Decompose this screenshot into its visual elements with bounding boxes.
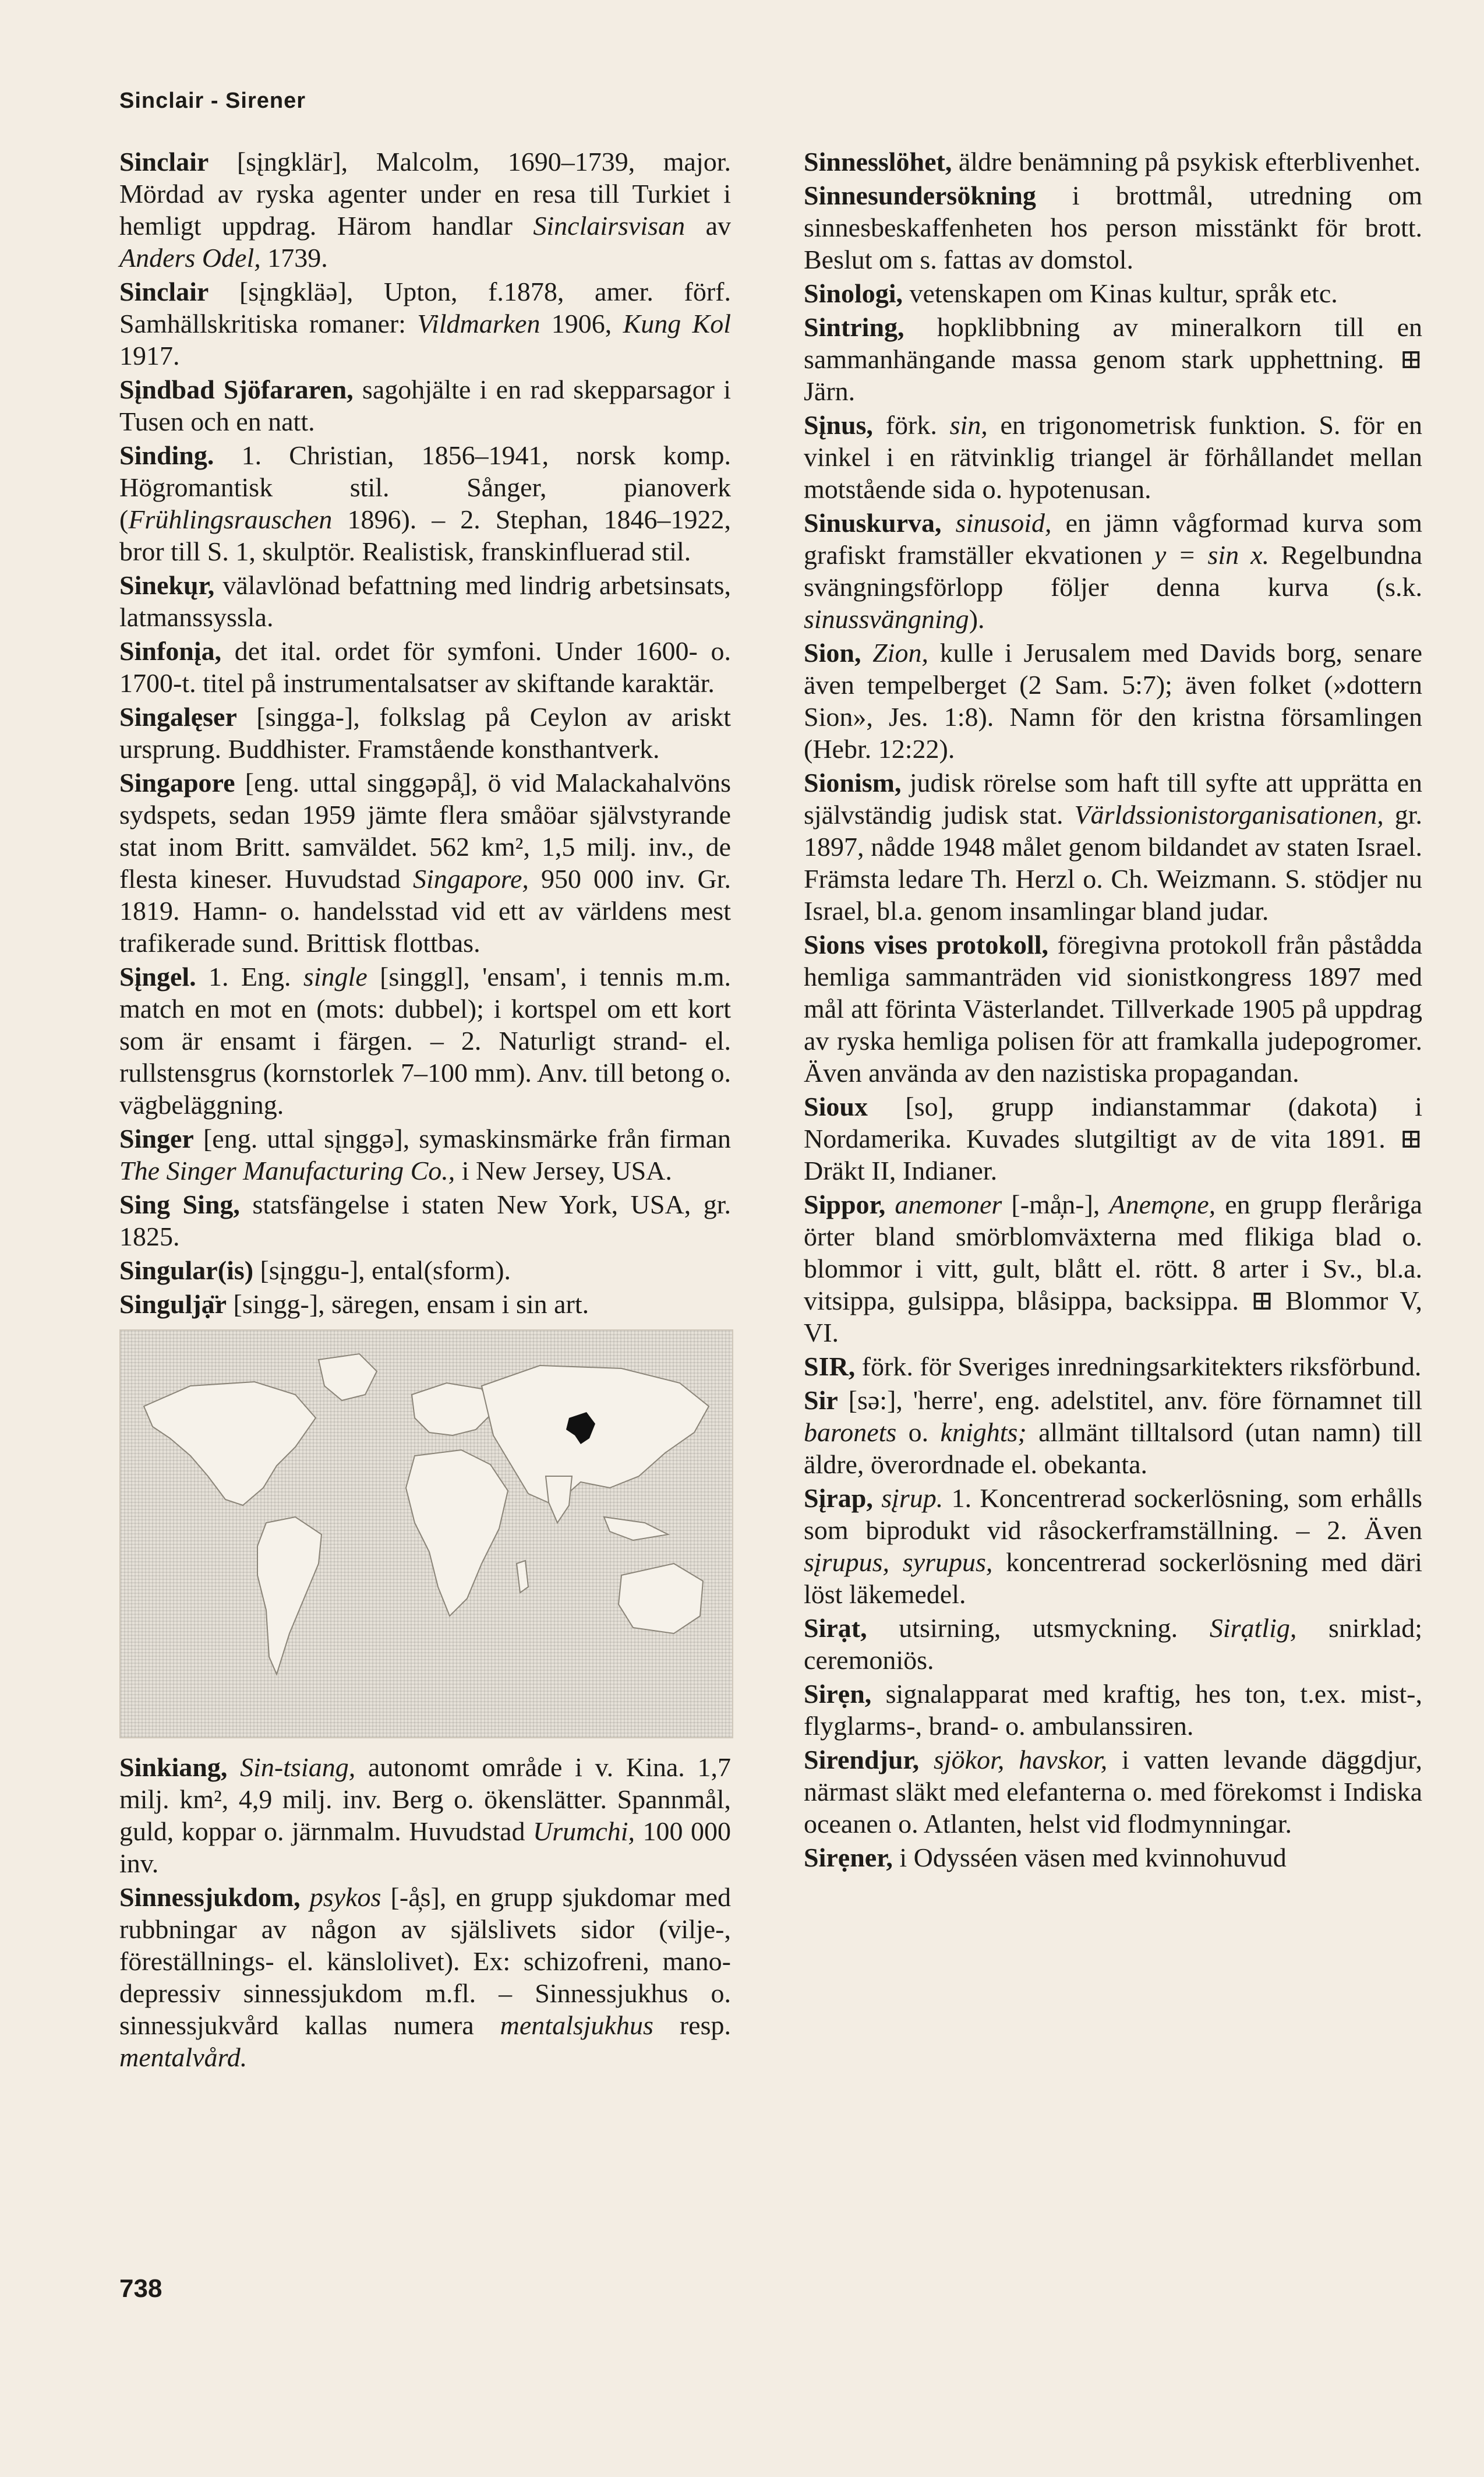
entry-body-text: [sįngkläə], Upton, f.1878, amer. förf. Samhällskritiska romaner: <box>119 277 731 338</box>
entry-italic-text: Anders Odel, <box>119 243 261 273</box>
entry-headword: Sirẹner, <box>804 1843 893 1872</box>
entry-body-text: resp. <box>653 2010 731 2040</box>
dictionary-entry <box>119 1881 731 2073</box>
entry-body-text: äldre benämning på psykisk efterblivenhet. <box>958 147 1421 177</box>
entry-italic-text: sįrup. <box>881 1483 944 1513</box>
dictionary-entry <box>119 373 731 437</box>
entry-italic-text: Anemǫne, <box>1109 1190 1216 1219</box>
entry-italic-text: sinusoid, <box>955 508 1052 538</box>
entry-headword: Sionism, <box>804 768 902 798</box>
entry-headword: Sinclair <box>119 277 209 306</box>
entry-italic-text: baronets <box>804 1417 897 1447</box>
dictionary-entry <box>804 277 1422 309</box>
dictionary-entry <box>804 146 1422 178</box>
entry-headword: Sįrap, <box>804 1483 873 1513</box>
dictionary-entry <box>804 637 1422 765</box>
dictionary-entry <box>119 1188 731 1252</box>
entry-body-text: [singga-], folkslag på Ceylon av ariskt ursprung. Buddhister. Framstående konsthantverk. <box>119 702 731 764</box>
entry-body-text: [eng. uttal sįnggə], symaskinsmärke från firman <box>203 1124 731 1153</box>
dictionary-entry <box>804 1188 1422 1349</box>
madagascar-shape <box>517 1561 528 1593</box>
entry-body-text: i brottmål, utredning om sinnesbeskaffenheten hos person misstänkt för brott. Beslut om s. fattas av domstol. <box>804 181 1423 274</box>
entry-headword: Singer <box>119 1124 194 1153</box>
entry-italic-text: Sinclairsvisan <box>533 211 686 241</box>
entry-italic-text: Sirạtlig, <box>1209 1613 1297 1643</box>
dictionary-entry <box>119 1751 731 1879</box>
entry-italic-text: Kung Kol <box>623 309 731 338</box>
dictionary-entry <box>119 701 731 765</box>
entry-body-text: [singg-], säregen, ensam i sin art. <box>233 1289 589 1319</box>
entry-headword: Sinkiang, <box>119 1752 228 1782</box>
entry-headword: Sįnus, <box>804 410 873 440</box>
entry-body-text: ). <box>969 604 985 634</box>
entry-headword: Sinnesundersökning <box>804 181 1036 210</box>
entry-italic-text: Zion, <box>872 638 928 668</box>
entry-body-text: autonomt område i v. Kina. 1,7 milj. km², 4,9 milj. inv. Berg o. ökenslätter. Spannmål, guld, koppar o. järnmalm. Huvudstad <box>119 1752 731 1846</box>
entry-italic-text: psykos <box>309 1882 381 1912</box>
entry-italic-text: Vildmarken <box>417 309 540 338</box>
entry-body-text: 1917. <box>119 341 180 371</box>
dictionary-entry <box>119 1254 731 1286</box>
entry-body-text: i vatten levande däggdjur, närmast släkt med elefanterna o. med förekomst i Indiska oceanen o. Atlanten, helst vid flodmynningar. <box>804 1745 1422 1839</box>
dictionary-entry <box>804 1350 1422 1382</box>
entry-body-text: [-å̦s], en grupp sjukdomar med rubbningar av någon av själslivets sidor (vilje-, föreställnings- el. känslolivet). Ex: schizofreni, mano-depressiv sinnessjukdom m.fl. – Sinnessjukhus o. sinnessjukvård kallas numera <box>119 1882 732 2040</box>
entry-italic-text: The Singer Manufacturing Co., <box>119 1156 455 1185</box>
asia-shape <box>482 1365 709 1505</box>
entry-body-text: 1896). – 2. Stephan, 1846–1922, bror till S. 1, skulptör. Realistisk, franskinfluerad stil. <box>119 504 731 566</box>
entry-body-text: en grupp fleråriga örter bland smörblomväxterna med flikiga blad o. blommor i vitt, gult, blått el. rött. 8 arter i Sv., bl.a. vitsippa, gulsippa, blåsippa, backsippa. ⊞ Blommor V, VI. <box>804 1190 1422 1347</box>
entry-body-text: förk. <box>885 410 950 440</box>
dictionary-entry <box>804 311 1422 407</box>
entry-body-text: allmänt tilltalsord (utan namn) till äldre, överordnade el. obekanta. <box>804 1417 1422 1479</box>
dictionary-entry <box>804 929 1422 1089</box>
entry-body-text: hopklibbning av mineralkorn till en sammanhängande massa genom stark upphettning. ⊞ Järn. <box>804 312 1423 406</box>
entry-body-text: [sə:], 'herre', eng. adelstitel, anv. före förnamnet till <box>848 1385 1423 1415</box>
dictionary-entry <box>119 767 731 959</box>
entry-body-text: förk. för Sveriges inredningsarkitekters riksförbund. <box>861 1352 1422 1381</box>
greenland-shape <box>319 1354 377 1400</box>
entry-headword: Singular(is) <box>119 1255 254 1285</box>
entry-body-text: föregivna protokoll från påstådda hemliga sammanträden vid sionistkongress 1897 med mål att förinta Västerlandet. Tillverkade 1905 på uppdrag av ryska hemliga polisen för att framkalla judepogromer. Även använda av den nazistiska propagandan. <box>804 930 1422 1088</box>
entry-italic-text: Urumchi, <box>533 1816 635 1846</box>
entry-body-text: 950 000 inv. Gr. 1819. Hamn- o. handelsstad vid ett av världens mest trafikerade sund. Brittisk flottbas. <box>119 864 732 958</box>
dictionary-entry <box>804 1091 1422 1187</box>
north-america-shape <box>144 1382 316 1505</box>
dictionary-entry <box>804 1841 1422 1873</box>
entry-headword: Sirendjur, <box>804 1745 920 1774</box>
entry-headword: Sioux <box>804 1092 868 1121</box>
entry-italic-text: sjökor, havskor, <box>933 1745 1108 1774</box>
entry-body-text: [-må̦n-], <box>1002 1190 1110 1219</box>
entry-body-text: det ital. ordet för symfoni. Under 1600- o. 1700-t. titel på instrumentalsatser av skiftande karaktär. <box>119 636 731 698</box>
entry-headword: Sintring, <box>804 312 904 342</box>
entry-headword: Sįndbad Sjöfararen, <box>119 375 354 404</box>
entry-body-text: [sįnggu-], ental(sform). <box>260 1255 511 1285</box>
africa-shape <box>406 1450 508 1616</box>
entry-italic-text: Sin-tsiang, <box>240 1752 356 1782</box>
entry-body-text: i New Jersey, USA. <box>455 1156 672 1185</box>
dictionary-entry <box>804 179 1422 276</box>
dictionary-entry <box>119 439 731 567</box>
entry-body-text: 100 000 inv. <box>119 1816 732 1878</box>
entry-body-text: kulle i Jerusalem med Davids borg, senare även tempelberget (2 Sam. 5:7); även folket (»dottern Sion», Jes. 1:8). Namn för den kristna församlingen (Hebr. 12:22). <box>804 638 1422 764</box>
entry-headword: Sing Sing, <box>119 1190 240 1219</box>
entry-body-text: snirklad; ceremoniös. <box>804 1613 1422 1675</box>
entry-italic-text: mentalvård. <box>119 2042 248 2072</box>
dictionary-entry <box>804 1744 1422 1840</box>
entry-headword: Sir <box>804 1385 838 1415</box>
europe-shape <box>412 1383 493 1435</box>
entry-body-text: en trigonometrisk funktion. S. för en vinkel i en rätvinklig triangel är förhållandet mellan motstående sida o. hypotenusan. <box>804 410 1423 504</box>
entry-body-text: judisk rörelse som haft till syfte att upprätta en självständig judisk stat. <box>804 768 1422 830</box>
entry-headword: Sinnessjukdom, <box>119 1882 301 1912</box>
entry-body-text: 1. Eng. <box>209 962 303 991</box>
entry-body-text: i Odysséen väsen med kvinnohuvud <box>899 1843 1287 1872</box>
entry-body-text: 1. Christian, 1856–1941, norsk komp. Högromantisk stil. Sånger, pianoverk ( <box>119 440 731 534</box>
entry-italic-text: single <box>303 962 368 991</box>
entry-italic-text: Singapore, <box>412 864 529 894</box>
dictionary-entry <box>804 1384 1422 1480</box>
entry-headword: Sinekųr, <box>119 570 215 600</box>
dictionary-entry <box>804 409 1422 505</box>
entry-body-text: en jämn vågformad kurva som grafiskt framställer ekvationen <box>804 508 1423 570</box>
entry-body-text: [eng. uttal singgəpå̦], ö vid Malackahalvöns sydspets, sedan 1959 jämte flera småöar självstyrande stat inom Britt. samväldet. 562 km², 1,5 milj. inv., de flesta kineser. Huvudstad <box>119 768 732 894</box>
australia-shape <box>619 1564 703 1633</box>
dictionary-entry <box>119 569 731 633</box>
entry-headword: Sinnesslöhet, <box>804 147 952 177</box>
entry-body-text: signalapparat med kraftig, hes ton, t.ex. mist-, flyglarms-, brand- o. ambulanssiren. <box>804 1679 1423 1741</box>
dictionary-entry <box>804 767 1422 927</box>
entry-body-text: sagohjälte i en rad skepparsagor i Tusen och en natt. <box>119 375 732 436</box>
entry-italic-text: sin, <box>949 410 988 440</box>
entry-body-text: [sįngklär], Malcolm, 1690–1739, major. Mördad av ryska agenter under en resa till Turkiet i hemligt uppdrag. Härom handlar <box>119 147 731 241</box>
entry-italic-text: knights; <box>940 1417 1027 1447</box>
entry-italic-text: sįrupus, syrupus, <box>804 1547 993 1577</box>
entry-headword: Sirạt, <box>804 1613 867 1643</box>
dictionary-entry <box>119 1123 731 1187</box>
dictionary-entry <box>804 1612 1422 1676</box>
entry-body-text: o. <box>896 1417 941 1447</box>
entry-headword: Sinclair <box>119 147 209 177</box>
entry-italic-text: y = sin x. <box>1154 540 1270 570</box>
dictionary-entry <box>804 1482 1422 1610</box>
entry-italic-text: anemoner <box>895 1190 1002 1219</box>
left-column <box>119 146 731 2075</box>
entry-body-text: vetenskapen om Kinas kultur, språk etc. <box>909 278 1338 308</box>
entry-italic-text: mentalsjukhus <box>500 2010 653 2040</box>
dictionary-entry <box>119 1288 731 1320</box>
entry-body-text: välavlönad befattning med lindrig arbetsinsats, latmanssyssla. <box>119 570 732 632</box>
entry-body-text: [so], grupp indianstammar (dakota) i Nordamerika. Kuvades slutgiltigt av de vita 1891. ⊞ Dräkt II, Indianer. <box>804 1092 1423 1185</box>
south-america-shape <box>257 1517 321 1674</box>
running-head: Sinclair - Sirener <box>119 89 306 113</box>
dictionary-entry <box>119 635 731 699</box>
entry-body-text: 1739. <box>260 243 328 273</box>
entry-body-text: gr. 1897, nådde 1948 målet genom bildandet av staten Israel. Främsta ledare Th. Herzl o. Ch. Weizmann. S. stödjer nu Israel, bl.a. genom insamlingar bland judar. <box>804 800 1422 926</box>
dictionary-entry <box>804 507 1422 635</box>
entry-headword: Singalęser <box>119 702 237 732</box>
entry-body-text: statsfängelse i staten New York, USA, gr. 1825. <box>119 1190 731 1251</box>
indonesia-shape <box>604 1517 668 1540</box>
dictionary-entry <box>804 1678 1422 1742</box>
world-map-figure <box>119 1329 733 1738</box>
entry-italic-text: sinussvängning <box>804 604 969 634</box>
entry-body-text: av <box>685 211 731 241</box>
entry-headword: Sirẹn, <box>804 1679 872 1709</box>
page-number: 738 <box>119 2274 162 2303</box>
world-map-svg <box>121 1331 732 1737</box>
entry-body-text: 1906, <box>540 309 623 338</box>
entry-headword: Sįngel. <box>119 962 196 991</box>
entry-body-text: 1. Koncentrerad sockerlösning, som erhålls som biprodukt vid råsockerframställning. – 2. Även <box>804 1483 1423 1545</box>
india-shape <box>546 1476 572 1523</box>
dictionary-entry <box>119 146 731 274</box>
entry-body-text: utsirning, utsmyckning. <box>899 1613 1210 1643</box>
entry-headword: SIR, <box>804 1352 856 1381</box>
entry-headword: Sinologi, <box>804 278 903 308</box>
entry-body-text: koncentrerad sockerlösning med däri löst läkemedel. <box>804 1547 1422 1609</box>
entry-italic-text: Världssionistorganisationen, <box>1074 800 1384 830</box>
entry-headword: Sion, <box>804 638 861 668</box>
dictionary-entry <box>119 961 731 1121</box>
entry-headword: Sinding. <box>119 440 214 470</box>
right-column <box>804 146 1422 1875</box>
entry-headword: Singapore <box>119 768 235 798</box>
entry-body-text: Regelbundna svängningsförlopp följer denna kurva (s.k. <box>804 540 1422 602</box>
entry-headword: Sinfonįa, <box>119 636 222 666</box>
entry-headword: Sions vises protokoll, <box>804 930 1049 959</box>
entry-headword: Sippor, <box>804 1190 886 1219</box>
entry-headword: Sinuskurva, <box>804 508 942 538</box>
entry-body-text: [singgl], 'ensam', i tennis m.m. match en mot en (mots: dubbel); i kortspel om ett kort som är ensamt i färgen. – 2. Naturligt strand- el. rullstensgrus (kornstorlek 7–100 mm). Anv. till betong o. vägbeläggning. <box>119 962 732 1120</box>
entry-italic-text: Frühlingsrauschen <box>128 504 333 534</box>
dictionary-entry <box>119 276 731 372</box>
entry-headword: Singuljạ̈r <box>119 1289 227 1319</box>
